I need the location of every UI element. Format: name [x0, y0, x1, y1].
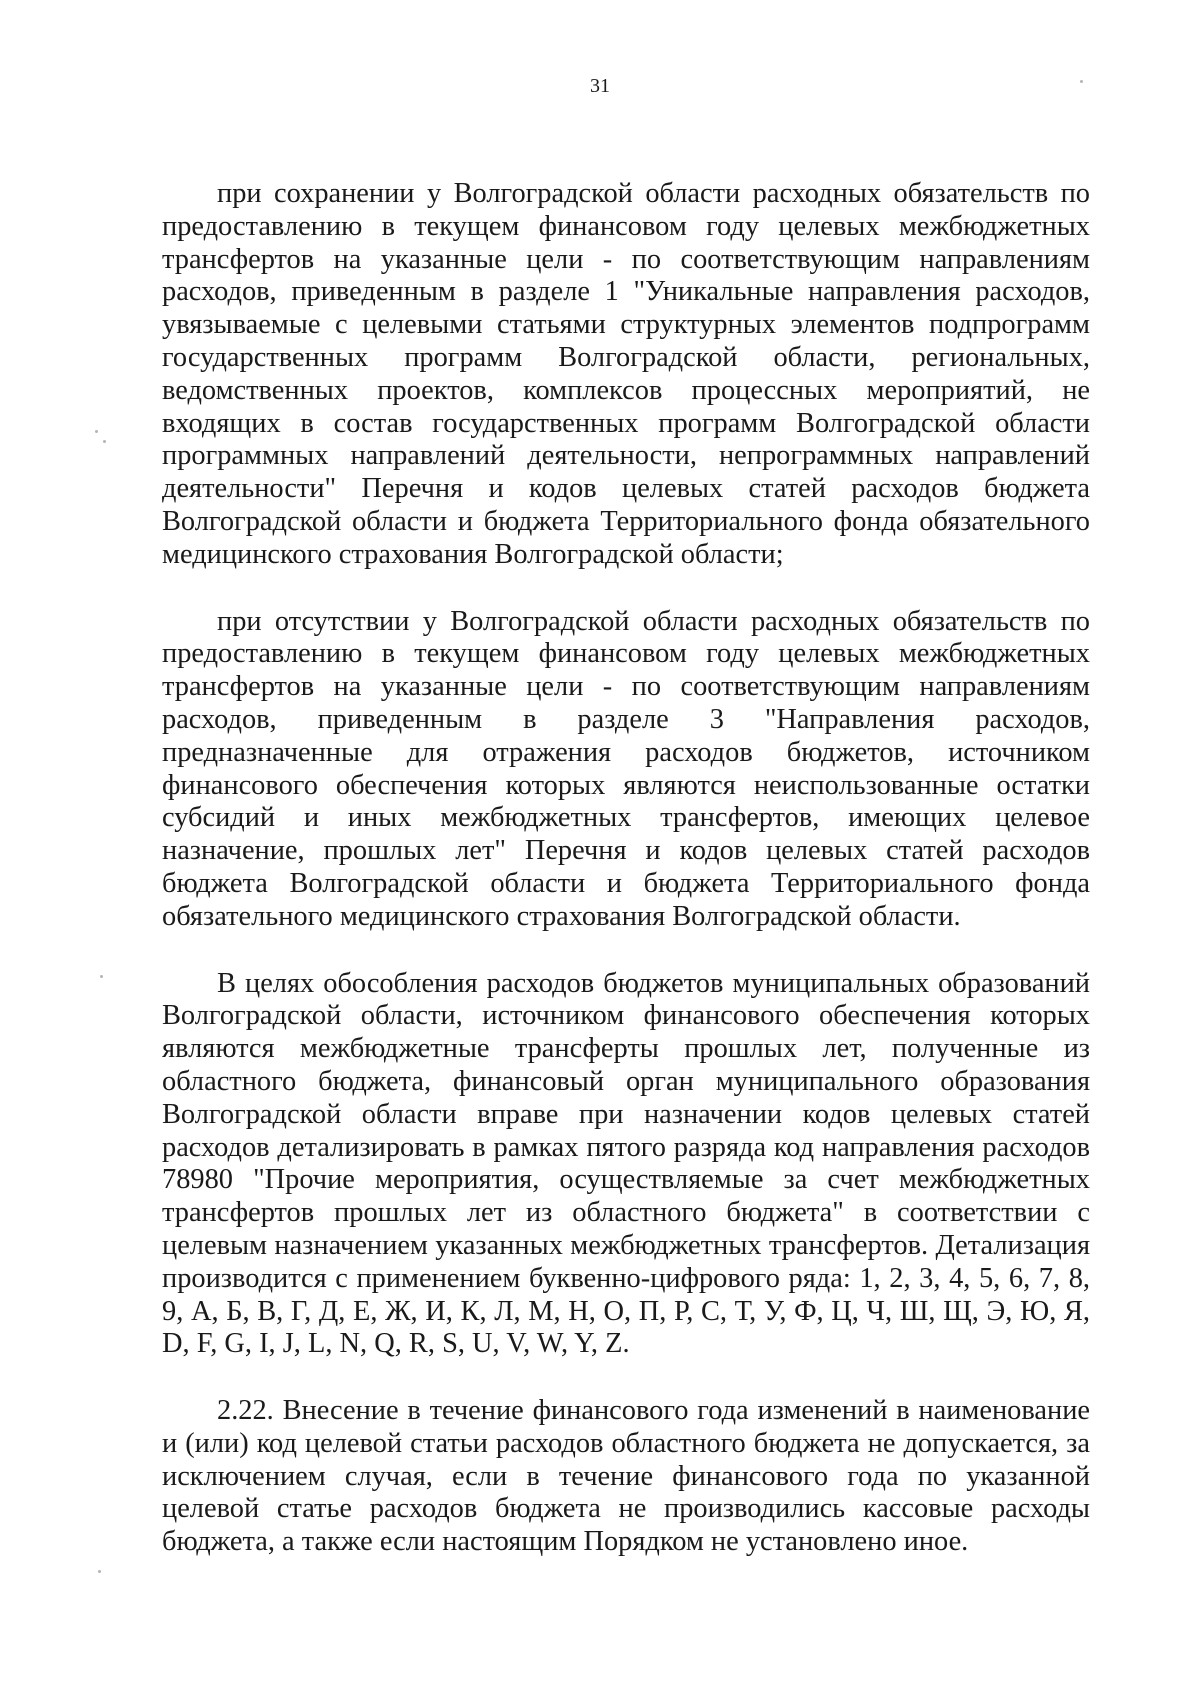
page-number: 31 — [590, 75, 610, 97]
scan-speck — [95, 430, 98, 433]
paragraph-2: при отсутствии у Волгоградской области расходных обязательств по предоставлению в текущем финансовом году целевых межбюджетных трансфертов на указанные цели - по соответствующим направлениям расходов, приведенным в разделе 3 "Направления расходов, предназначенные для отражения расходов бюджетов, источником финансового обеспечения которых являются неиспользованные остатки субсидий и иных межбюджетных трансфертов, имеющих целевое назначение, прошлых лет" Перечня и кодов целевых статей расходов бюджета Волгоградской области и бюджета Территориального фонда обязательного медицинского страхования Волгоградской области. — [162, 605, 1090, 932]
scan-speck — [1080, 80, 1083, 83]
scan-speck — [100, 975, 103, 978]
paragraph-1: при сохранении у Волгоградской области расходных обязательств по предоставлению в текущем финансовом году целевых межбюджетных трансфертов на указанные цели - по соответствующим направлениям расходов, приведенным в разделе 1 "Уникальные направления расходов, увязываемые с целевыми статьями структурных элементов подпрограмм государственных программ Волгоградской области, региональных, ведомственных проектов, комплексов процессных мероприятий, не входящих в состав государственных программ Волгоградской области программных направлений деятельности, непрограммных направлений деятельности" Перечня и кодов целевых статей расходов бюджета Волгоградской области и бюджета Территориального фонда обязательного медицинского страхования Волгоградской области; — [162, 178, 1090, 570]
paragraph-4: 2.22. Внесение в течение финансового года изменений в наименование и (или) код целевой статьи расходов областного бюджета не допускается, за исключением случая, если в течение финансового года по указанной целевой статье расходов бюджета не производились кассовые расходы бюджета, а также если настоящим Порядком не установлено иное. — [162, 1395, 1090, 1558]
paragraph-3: В целях обособления расходов бюджетов муниципальных образований Волгоградской области, источником финансового обеспечения которых являются межбюджетные трансферты прошлых лет, полученные из областного бюджета, финансовый орган муниципального образования Волгоградской области вправе при назначении кодов целевых статей расходов детализировать в рамках пятого разряда код направления расходов 78980 "Прочие мероприятия, осуществляемые за счет межбюджетных трансфертов прошлых лет из областного бюджета" в соответствии с целевым назначением указанных межбюджетных трансфертов. Детализация производится с применением буквенно-цифрового ряда: 1, 2, 3, 4, 5, 6, 7, 8, 9, А, Б, В, Г, Д, Е, Ж, И, К, Л, М, Н, О, П, Р, С, Т, У, Ф, Ц, Ч, Ш, Щ, Э, Ю, Я, D, F, G, I, J, L, N, Q, R, S, U, V, W, Y, Z. — [162, 967, 1090, 1360]
scan-speck — [98, 1570, 101, 1573]
document-body — [162, 178, 1090, 1593]
scan-speck — [103, 440, 106, 443]
